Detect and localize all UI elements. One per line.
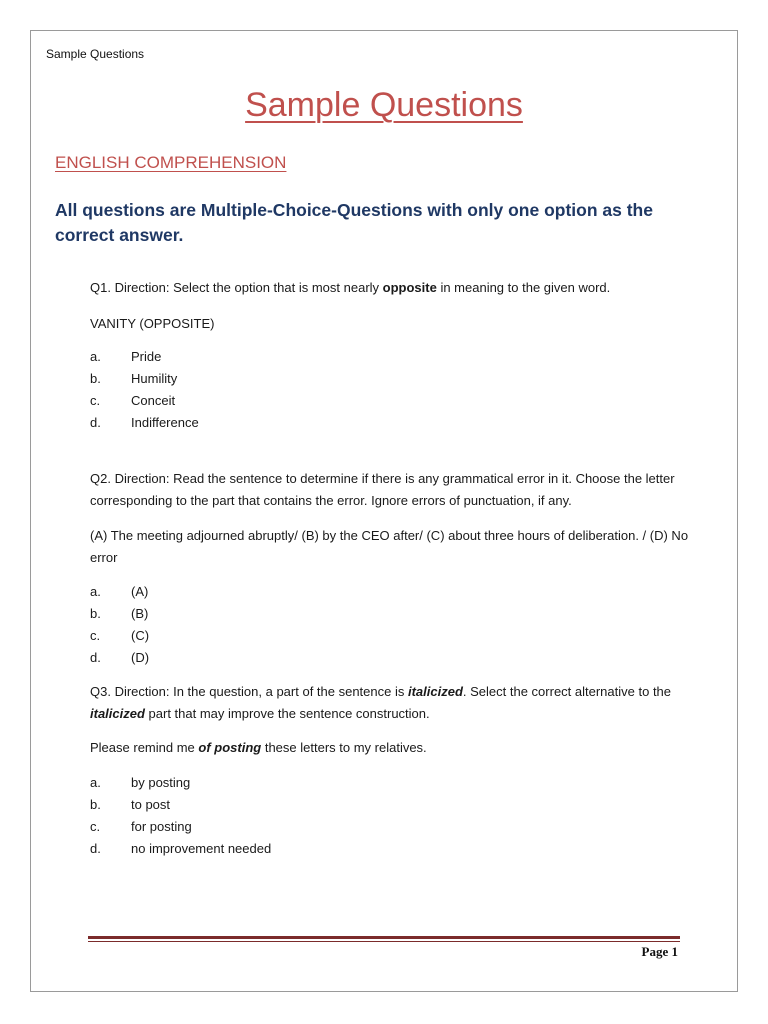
option-letter: b. [90, 797, 101, 812]
q3-options [90, 772, 271, 860]
q3-option-a[interactable] [90, 772, 271, 794]
q1-text-before: Select the option that is most nearly [169, 280, 383, 295]
running-header: Sample Questions [46, 47, 145, 61]
option-text: (A) [131, 584, 149, 599]
option-letter: a. [90, 349, 101, 364]
option-letter: b. [90, 606, 101, 621]
option-letter: a. [90, 775, 101, 790]
option-text: to post [131, 797, 171, 812]
option-text: (B) [131, 606, 149, 621]
q3-option-b[interactable] [90, 794, 271, 816]
option-text: by posting [131, 775, 191, 790]
q3-sentence-emphasis: of posting [198, 740, 262, 755]
q1-direction [90, 277, 690, 299]
section-heading: ENGLISH COMPREHENSION [55, 153, 287, 172]
q2-direction [90, 468, 690, 512]
q1-emphasis: opposite [382, 280, 437, 295]
q3-option-d[interactable] [90, 838, 271, 860]
q2-option-c[interactable] [90, 625, 149, 647]
q2-option-b[interactable] [90, 603, 149, 625]
q3-text3: part that may improve the sentence construction. [144, 706, 430, 721]
q2-option-d[interactable] [90, 647, 149, 669]
option-letter: d. [90, 415, 101, 430]
option-letter: c. [90, 393, 101, 408]
option-letter: a. [90, 584, 101, 599]
q1-options [90, 346, 199, 434]
q3-text2: . Select the correct alternative to the [462, 684, 672, 699]
option-text: no improvement needed [131, 841, 272, 856]
option-text: (C) [131, 628, 150, 643]
q1-option-c[interactable] [90, 390, 199, 412]
option-text: Pride [131, 349, 162, 364]
q3-text1: In the question, a part of the sentence is [169, 684, 408, 699]
q3-direction [90, 681, 690, 725]
option-text: (D) [131, 650, 150, 665]
q3-option-c[interactable] [90, 816, 271, 838]
page-number: Page 1 [641, 944, 678, 959]
option-letter: d. [90, 841, 101, 856]
q3-sentence [90, 737, 690, 759]
q1-word: VANITY (OPPOSITE) [90, 316, 215, 331]
q3-italic2: italicized [90, 706, 145, 721]
q2-text: Read the sentence to determine if there is any grammatical error in it. Choose the letter corresponding to the part that contains the error. Ignore errors of punctuation, if any. [90, 471, 675, 508]
q2-options [90, 581, 149, 669]
document-title: Sample Questions [245, 86, 523, 124]
q1-option-b[interactable] [90, 368, 199, 390]
option-text: Indifference [131, 415, 199, 430]
q1-label: Q1. Direction: [90, 280, 170, 295]
option-letter: c. [90, 628, 101, 643]
option-letter: d. [90, 650, 101, 665]
q1-option-a[interactable] [90, 346, 199, 368]
q3-sentence-before: Please remind me [90, 740, 199, 755]
footer-divider-thin [88, 941, 680, 942]
option-text: Humility [131, 371, 178, 386]
q2-sentence: (A) The meeting adjourned abruptly/ (B) by the CEO after/ (C) about three hours of deliberation. / (D) No error [90, 528, 689, 565]
footer-divider [88, 936, 680, 939]
q2-option-a[interactable] [90, 581, 149, 603]
q1-option-d[interactable] [90, 412, 199, 434]
option-text: Conceit [131, 393, 176, 408]
q1-text-after: in meaning to the given word. [436, 280, 611, 295]
option-letter: b. [90, 371, 101, 386]
q3-label: Q3. Direction: [90, 684, 170, 699]
q2-label: Q2. Direction: [90, 471, 170, 486]
option-letter: c. [90, 819, 101, 834]
instructions: All questions are Multiple-Choice-Questions with only one option as the correct answer. [55, 200, 653, 245]
q3-sentence-after: these letters to my relatives. [261, 740, 427, 755]
option-text: for posting [131, 819, 192, 834]
q3-italic1: italicized [407, 684, 463, 699]
